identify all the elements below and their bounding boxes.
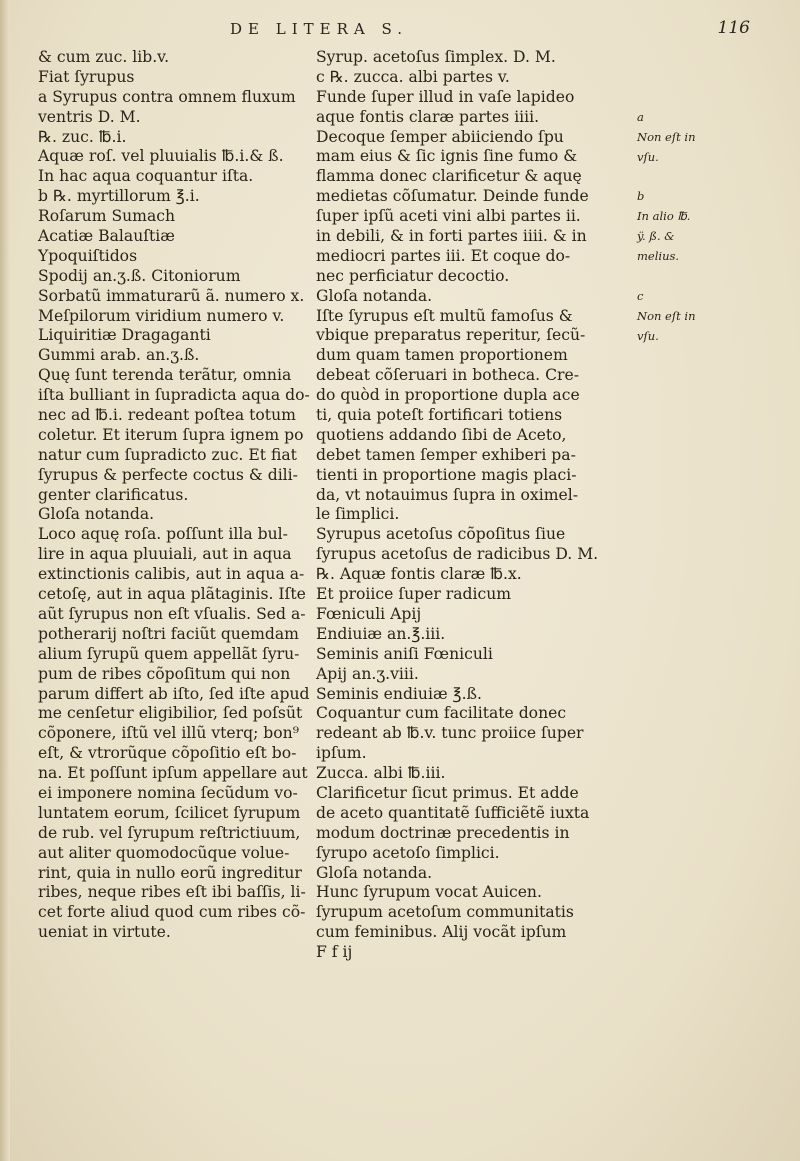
text-line: Coquantur cum facilitate donec — [316, 704, 567, 723]
text-line: nec perficiatur decoctio. — [316, 266, 510, 285]
running-title: DE LITERA S. — [230, 20, 408, 38]
text-line: ei imponere nomina ſecũdum vo- — [38, 783, 298, 802]
text-line: cet forte aliud quod cum ribes cõ- — [38, 903, 306, 922]
text-line: Clarificetur ſicut primus. Et adde — [316, 783, 579, 802]
text-line: aut aliter quomodocũque volue- — [38, 843, 290, 862]
text-line: Seminis aniſi Fœniculi — [316, 644, 493, 663]
text-line: quotiens addando ſibi de Aceto, — [316, 425, 567, 444]
text-line: do quòd in proportione dupla ace — [316, 386, 580, 405]
text-line: Quę ſunt terenda terãtur, omnia — [38, 366, 292, 385]
margin-note: vſu. — [637, 328, 659, 343]
text-line: extinctionis calibis, aut in aqua a- — [38, 565, 305, 584]
text-line: Gloſa notanda. — [38, 505, 155, 524]
text-line: Et proiice ſuper radicum — [316, 585, 512, 604]
text-line: Hunc ſyrupum vocat Auicen. — [316, 883, 542, 902]
text-line: iſta bulliant in ſupradicta aqua do- — [38, 386, 310, 405]
page-header — [230, 18, 750, 44]
text-line: ribes, neque ribes eſt ibi baſſis, li- — [38, 883, 306, 902]
text-line: Apij an.ʒ.viii. — [316, 664, 419, 683]
text-line: a Syrupus contra omnem fluxum — [38, 87, 296, 106]
text-line: c ℞. zucca. albi partes v. — [316, 67, 510, 86]
text-line: eſt, & vtrorũque cõpoſitio eſt bo- — [38, 744, 297, 763]
folio-number: 116 — [717, 18, 750, 38]
text-line: modum doctrinæ precedentis in — [316, 823, 570, 842]
text-line: le ſimplici. — [316, 505, 400, 524]
text-line: Spodij an.ʒ.ß. Citoniorum — [38, 266, 241, 285]
margin-note: Non eſt in — [637, 308, 696, 323]
text-line: me cenſetur eligibilior, ſed poſsũt — [38, 704, 303, 723]
text-line: Roſarum Sumach — [38, 207, 176, 226]
text-line: alium ſyrupũ quem appellãt ſyru- — [38, 644, 300, 663]
text-line: pum de ribes cõpoſitum qui non — [38, 664, 291, 683]
text-line: in debili, & in forti partes iiii. & in — [316, 227, 587, 246]
text-line: ſyrupus acetoſus de radicibus D. M. — [316, 545, 599, 564]
left-text-column — [38, 48, 310, 943]
text-line: parum differt ab iſto, ſed iſte apud — [38, 684, 310, 703]
page-gutter — [0, 0, 10, 1161]
text-line: nec ad ℔.i. redeant poſtea totum — [38, 406, 296, 425]
text-line: ueniat in virtute. — [38, 923, 171, 942]
text-line: ſyrupus & perfecte coctus & dili- — [38, 465, 298, 484]
text-line: ℞. Aquæ fontis claræ ℔.x. — [316, 565, 522, 584]
text-line: cetoſę, aut in aqua plãtaginis. Iſte — [38, 585, 306, 604]
text-line: In hac aqua coquantur iſta. — [38, 167, 254, 186]
text-line: lire in aqua pluuiali, aut in aqua — [38, 545, 292, 564]
margin-note: c — [637, 288, 644, 303]
text-line: Acatiæ Balauſtiæ — [38, 227, 175, 246]
text-line: debeat cõſeruari in botheca. Cre- — [316, 366, 579, 385]
text-line: mediocri partes iii. Et coque do- — [316, 246, 571, 265]
text-line: Endiuiæ an.℥.iii. — [316, 624, 446, 643]
text-line: Meſpilorum viridium numero v. — [38, 306, 285, 325]
text-line: Aquæ roſ. vel pluuialis ℔.i.& ß. — [38, 147, 284, 166]
text-line: Decoque ſemper abiiciendo ſpu — [316, 127, 564, 146]
text-line: de rub. vel ſyrupum reſtrictiuum, — [38, 823, 301, 842]
text-line: medietas cõſumatur. Deinde funde — [316, 187, 589, 206]
text-line: Ypoquiſtidos — [38, 246, 138, 265]
margin-note: Non eſt in — [637, 129, 696, 144]
text-line: Funde ſuper illud in vaſe lapideo — [316, 87, 575, 106]
text-line: cõponere, iſtũ vel illũ vterq; bon⁹ — [38, 724, 299, 743]
text-line: natur cum ſupradicto zuc. Et fiat — [38, 445, 297, 464]
margin-note: In alio ℔. — [637, 209, 691, 224]
text-line: aũt ſyrupus non eſt vſualis. Sed a- — [38, 604, 306, 623]
text-line: de aceto quantitatẽ ſufficiẽtẽ iuxta — [316, 803, 590, 822]
text-line: flamma donec clarificetur & aquę — [316, 167, 582, 186]
text-line: ipſum. — [316, 744, 367, 763]
text-line: potherarij noſtri faciũt quemdam — [38, 624, 299, 643]
text-line: Loco aquę roſa. poſſunt illa bul- — [38, 525, 288, 544]
text-line: Seminis endiuiæ ℥.ß. — [316, 684, 482, 703]
text-line: luntatem eorum, ſcilicet ſyrupum — [38, 803, 301, 822]
text-line: & cum zuc. lib.v. — [38, 48, 170, 66]
text-line: Iſte ſyrupus eſt multũ famoſus & — [316, 306, 573, 325]
text-line: coletur. Et iterum ſupra ignem po — [38, 425, 304, 444]
text-line: Zucca. albi ℔.iii. — [316, 764, 446, 783]
text-line: ℞. zuc. ℔.i. — [38, 127, 127, 146]
margin-note: ÿ. ß. & — [637, 229, 675, 244]
text-line: ti, quia poteſt fortificari totiens — [316, 406, 563, 425]
text-line: Gloſa notanda. — [316, 286, 433, 305]
right-text-column — [316, 48, 612, 963]
text-line: b ℞. myrtillorum ℥.i. — [38, 187, 200, 206]
text-line: Sorbatũ immaturarũ ã. numero x. — [38, 286, 305, 305]
margin-note: melius. — [637, 249, 680, 263]
text-line: Syrupus acetoſus cõpoſitus ſiue — [316, 525, 566, 544]
margin-note: vſu. — [637, 149, 659, 164]
text-line: Gummi arab. an.ʒ.ß. — [38, 346, 200, 365]
text-line: Liquiritiæ Dragaganti — [38, 326, 211, 345]
text-line: tienti in proportione magis placi- — [316, 465, 577, 484]
text-line: ſyrupo acetoſo ſimplici. — [316, 843, 500, 862]
text-line: mam eius & ſic ignis ſine fumo & — [316, 147, 578, 166]
text-line: da, vt notauimus ſupra in oximel- — [316, 485, 578, 504]
text-line: ventris D. M. — [38, 107, 141, 126]
text-line: dum quam tamen proportionem — [316, 346, 568, 365]
text-line: rint, quia in nullo eorũ ingreditur — [38, 863, 302, 882]
text-line: cum feminibus. Alij vocãt ipſum — [316, 923, 567, 942]
text-line: redeant ab ℔.v. tunc proiice ſuper — [316, 724, 584, 743]
text-line: ſyrupum acetoſum communitatis — [316, 903, 574, 922]
text-line: Fœniculi Apij — [316, 604, 422, 623]
margin-note: a — [637, 109, 644, 124]
text-line: F f ij — [316, 943, 353, 962]
text-line: ſuper ipſũ aceti vini albi partes ii. — [316, 207, 581, 226]
text-line: genter clarificatus. — [38, 485, 189, 504]
text-line: aque fontis claræ partes iiii. — [316, 107, 540, 126]
text-line: debet tamen ſemper exhiberi pa- — [316, 445, 576, 464]
text-line: vbique preparatus reperitur, ſecũ- — [316, 326, 586, 345]
text-line: Fiat ſyrupus — [38, 67, 135, 86]
text-line: na. Et poſſunt ipſum appellare aut — [38, 764, 308, 783]
text-line: Gloſa notanda. — [316, 863, 433, 882]
text-line: Syrup. acetoſus ſimplex. D. M. — [316, 48, 556, 66]
margin-note: b — [637, 189, 645, 204]
